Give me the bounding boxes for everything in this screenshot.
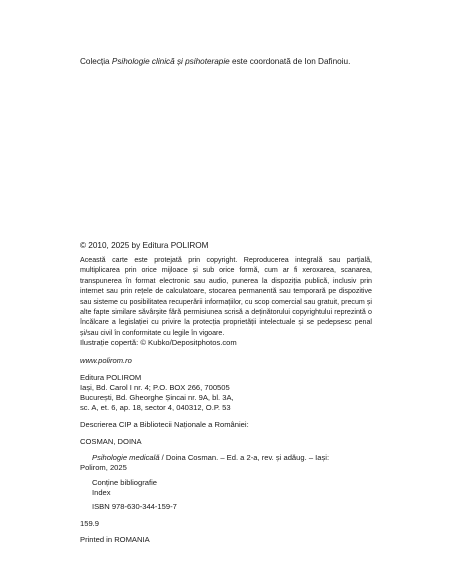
cip-entry-rest: / Doina Cosman. – Ed. a 2-a, rev. și adăug. – Iași: [159,453,330,462]
cip-classification: 159.9 [80,519,100,528]
publisher-website: www.polirom.ro [80,356,132,365]
cip-author: COSMAN, DOINA [80,437,142,446]
publisher-address-iasi: Iași, Bd. Carol I nr. 4; P.O. BOX 266, 700505 [80,383,230,392]
cip-entry-line-2: Polirom, 2025 [80,463,127,472]
legal-paragraph: Această carte este protejată prin copyright. Reproducerea integrală sau parțială, multiplicarea prin orice mijloace și sub orice formă, cum ar fi xeroxarea, scanarea, transpunerea în format electronic sau audio, punerea la dispoziția publică, inclusiv prin internet sau prin rețele de calculatoare, stocarea permanentă sau temporară pe dispozitive sau sisteme cu posibilitatea recuperării informațiilor, cu scop comercial sau gratuit, precum și alte fapte similare săvârșite fără permisiunea scrisă a deținătorului copyrightului reprezintă o încălcare a legislației cu privire la protecția proprietății intelectuale și se pedepsesc penal și/sau civil în conformitate cu legile în vigoare. [80,256,372,337]
cip-book-title: Psihologie medicală [92,453,160,462]
series-note-prefix: Colecția [80,57,112,66]
cover-credit: Ilustrație copertă: © Kubko/Depositphotos.com [80,338,237,347]
cip-heading: Descrierea CIP a Bibliotecii Naționale a României: [80,420,249,429]
copyright-notice: © 2010, 2025 by Editura POLIROM [80,241,209,250]
series-title: Psihologie clinică și psihoterapie [111,57,230,66]
publisher-name: Editura POLIROM [80,373,142,382]
printed-in: Printed in ROMANIA [80,535,150,544]
publisher-address-bucuresti-2: sc. A, et. 6, ap. 18, sector 4, 040312, O.P. 53 [80,403,231,412]
cip-entry-line-1 [92,453,329,463]
series-note-suffix: este coordonată de Ion Dafinoiu. [229,57,351,66]
cip-isbn: ISBN 978-630-344-159-7 [92,502,177,511]
cip-note-index: Index [92,488,111,497]
cip-note-bibliography: Conține bibliografie [92,478,158,487]
series-note [80,57,350,67]
publisher-address-bucuresti-1: București, Bd. Gheorghe Șincai nr. 9A, bl. 3A, [80,393,234,402]
